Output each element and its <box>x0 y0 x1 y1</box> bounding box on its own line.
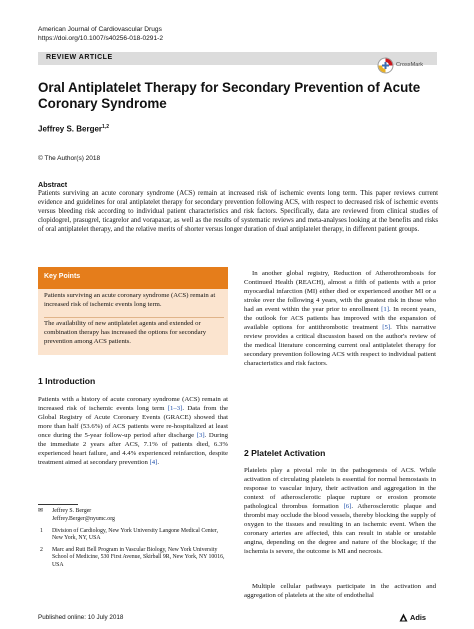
citation-link[interactable]: [1–3] <box>167 404 183 412</box>
citation-link[interactable]: [1] <box>381 305 390 313</box>
text-run: . During the immediate 2 years after ACS, 7.1% of patients died, 6.3% experienced heart failure, and 4.4% experienced reinfarction, despite treatment aimed at secondary prevention <box>38 431 228 466</box>
affiliation-number: 1 <box>40 528 43 534</box>
text-run: . In recent years, the outlook for ACS patients has improved with the expansion of available options for antithrombotic treatment <box>244 305 436 331</box>
affiliation-2: Marc and Ruti Bell Program in Vascular Biology, New York University School of Medicine, 530 First Avenue, Skirball 9R, New York, NY 10016, USA <box>52 547 225 568</box>
key-point-item: Patients surviving an acute coronary syndrome (ACS) remain at increased risk of ischemic events long term. <box>44 292 216 308</box>
journal-name: American Journal of Cardiovascular Drugs <box>38 26 162 33</box>
citation-link[interactable]: [5] <box>382 323 391 331</box>
author-name <box>38 124 109 134</box>
published-date: Published online: 10 July 2018 <box>38 614 124 621</box>
right-paragraph-2 <box>244 467 436 557</box>
intro-paragraph <box>38 396 228 468</box>
abstract-heading: Abstract <box>38 180 68 189</box>
text-run: Platelets play a pivotal role in the pathogenesis of ACS. While activation of circulating platelets is essential for normal hemostasis in response to vascular injury, their activation and aggregation in the context of atherosclerotic plaque rupture or erosion promote pathological thrombus formation <box>244 467 436 510</box>
author-affiliation-marks: 1,2 <box>102 124 109 130</box>
text-run: . Data from the Global Registry of Acute Coronary Events (GRACE) showed that more than half (53.6%) of ACS patients were re-hospitalized at least once during the 5-year follow-up period after discharge <box>38 404 229 439</box>
publisher-name: Adis <box>410 613 427 622</box>
article-type-label: REVIEW ARTICLE <box>46 54 113 61</box>
citation-link[interactable]: [6] <box>343 502 352 510</box>
text-run: . This narrative review provides a critical discussion based on the author's review of the medical literature concerning current oral antiplatelet therapy for secondary prevention following ACS with respect to individual patient characteristics and risk factors. <box>244 323 436 367</box>
doi-link[interactable]: https://doi.org/10.1007/s40256-018-0291-2 <box>38 35 164 42</box>
crossmark-badge[interactable] <box>377 57 435 74</box>
contact-email[interactable]: Jeffrey.Berger@nyumc.org <box>52 516 115 522</box>
section-2-heading: 2 Platelet Activation <box>244 448 326 458</box>
text-run: In another global registry, Reduction of Atherothrombosis for Continued Health (REACH), almost a fifth of patients with a prior myocardial infarction (MI) either died or experienced another MI or a stroke over the following 4 years, with the greatest risk in those who had an event within the year prior to enrollment <box>244 270 436 313</box>
contact-name: Jeffrey S. Berger <box>52 508 92 514</box>
adis-logo-icon <box>399 613 408 622</box>
text-run: . <box>157 458 160 466</box>
citation-link[interactable]: [3] <box>196 431 205 439</box>
author-text: Jeffrey S. Berger <box>38 124 103 134</box>
crossmark-label: CrossMark <box>396 62 424 68</box>
copyright-notice: © The Author(s) 2018 <box>38 155 101 162</box>
abstract-text: Patients surviving an acute coronary syndrome (ACS) remain at increased risk of ischemic events long term. This paper reviews current evidence and guidelines for oral antiplatelet therapy for secondary prevention following ACS, with respect to decreased risk of ischemic events versus bleeding risk according to individual patient characteristics and risk factors. Specifically, data are reviewed from clinical studies of clopidogrel, prasugrel, ticagrelor and vorapaxar, as well as the results of systematic reviews and meta-analyses looking at the benefits and risks of oral antiplatelet therapy, and the relative merits of shorter versus longer duration of dual antiplatelet therapy, in different patient groups. <box>38 190 438 233</box>
right-paragraph-3: Multiple cellular pathways participate in the activation and aggregation of platelets at the site of endothelial <box>244 583 436 599</box>
affiliation-1: Division of Cardiology, New York University Langone Medical Center, New York, NY, USA <box>52 528 219 542</box>
publisher-logo <box>410 613 426 622</box>
key-points-divider <box>44 317 224 318</box>
article-title: Oral Antiplatelet Therapy for Secondary Prevention of Acute Coronary Syndrome <box>38 80 421 111</box>
footnote-rule <box>38 504 78 505</box>
key-points-heading: Key Points <box>44 273 81 280</box>
citation-link[interactable]: [4] <box>149 458 158 466</box>
key-point-item: The availability of new antiplatelet agents and extended or combination therapy has increased the options for secondary prevention among ACS patients. <box>44 320 207 345</box>
text-run: . Atherosclerotic plaque and thrombi may occlude the blood vessels, thereby blocking the supply of oxygen to the tissues and resulting in an ischemic event. When the coronary arteries are affected, this can result in stable or unstable angina, depending on the degree and nature of the blockage; if the ischemia is severe, the outcome is MI and necrosis. <box>244 502 436 555</box>
email-icon: ✉ <box>38 508 43 514</box>
right-paragraph-1 <box>244 270 436 368</box>
intro-heading: 1 Introduction <box>38 376 96 386</box>
affiliation-number: 2 <box>40 547 43 553</box>
text-run: Patients with a history of acute coronary syndrome (ACS) remain at increased risk of ischemic events long term <box>38 396 228 412</box>
